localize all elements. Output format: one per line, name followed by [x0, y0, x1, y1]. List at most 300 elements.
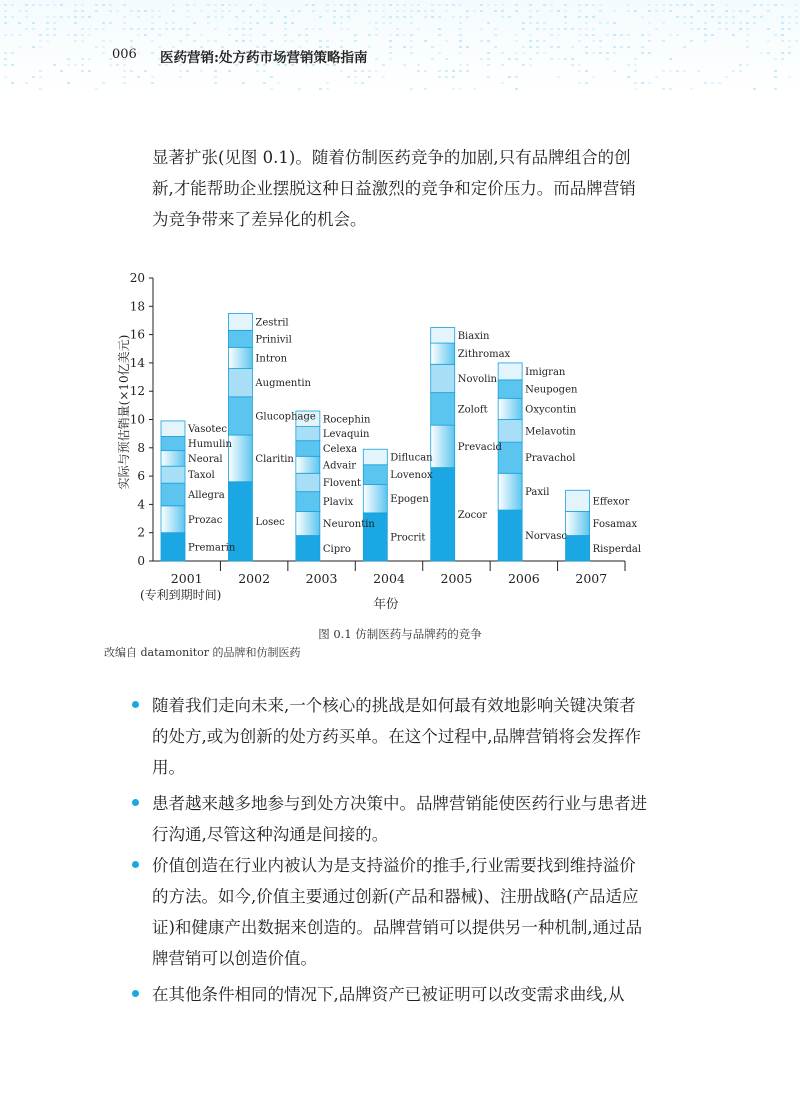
header-pattern-dot	[4, 4, 7, 6]
header-pattern-dot	[158, 10, 161, 12]
segment-label: Prevacid	[457, 441, 502, 453]
header-pattern-dot	[151, 82, 154, 84]
header-pattern-dot	[340, 4, 343, 6]
header-pattern-dot	[704, 34, 707, 36]
header-pattern-dot	[655, 4, 658, 6]
header-pattern-dot	[522, 28, 525, 30]
header-pattern-dot	[767, 40, 770, 42]
header-pattern-dot	[151, 40, 154, 42]
header-pattern-dot	[263, 16, 266, 18]
header-pattern-dot	[67, 58, 70, 60]
bullet-dot-icon	[132, 990, 139, 997]
header-pattern-dot	[375, 58, 378, 60]
header-pattern-dot	[438, 52, 441, 54]
header-pattern-dot	[102, 46, 105, 48]
header-pattern-dot	[529, 16, 532, 18]
y-tick-label: 0	[137, 554, 145, 568]
segment-label: Prozac	[188, 514, 223, 526]
header-pattern-dot	[788, 28, 791, 30]
header-pattern-dot	[95, 28, 98, 30]
header-pattern-dot	[347, 10, 350, 12]
header-pattern-dot	[410, 4, 413, 6]
header-pattern-dot	[550, 58, 553, 60]
header-pattern-dot	[788, 40, 791, 42]
header-pattern-dot	[368, 10, 371, 12]
segment-label: Risperdal	[592, 543, 642, 555]
segment-label: Rocephin	[322, 414, 371, 426]
header-pattern-dot	[81, 16, 84, 18]
header-pattern-dot	[452, 70, 455, 72]
header-pattern-dot	[438, 70, 441, 72]
header-pattern-dot	[186, 10, 189, 12]
header-pattern-dot	[585, 70, 588, 72]
header-pattern-dot	[522, 22, 525, 24]
y-tick-label: 8	[137, 440, 145, 455]
header-pattern-dot	[480, 28, 483, 30]
header-pattern-dot	[718, 22, 721, 24]
header-pattern-dot	[39, 76, 42, 78]
header-pattern-dot	[39, 4, 42, 6]
header-pattern-dot	[116, 10, 119, 12]
header-pattern-dot	[550, 4, 553, 6]
bar-segment	[566, 490, 590, 511]
header-pattern-dot	[305, 4, 308, 6]
header-pattern-dot	[74, 34, 77, 36]
header-pattern-dot	[151, 16, 154, 18]
header-pattern-dot	[585, 28, 588, 30]
header-pattern-dot	[704, 22, 707, 24]
header-pattern-dot	[221, 4, 224, 6]
header-pattern-dot	[123, 64, 126, 66]
header-pattern-dot	[382, 22, 385, 24]
header-pattern-dot	[214, 70, 217, 72]
header-pattern-dot	[431, 58, 434, 60]
header-pattern-dot	[732, 34, 735, 36]
segment-label: Imigran	[525, 366, 566, 378]
header-pattern-dot	[767, 10, 770, 12]
header-pattern-dot	[445, 10, 448, 12]
header-pattern-dot	[410, 40, 413, 42]
segment-label: Losec	[255, 516, 285, 528]
header-pattern-dot	[214, 82, 217, 84]
header-pattern-dot	[753, 22, 756, 24]
header-pattern-dot	[487, 4, 490, 6]
header-pattern-dot	[242, 34, 245, 36]
header-pattern-dot	[662, 10, 665, 12]
header-pattern-dot	[81, 58, 84, 60]
header-pattern-dot	[480, 4, 483, 6]
bar-segment	[431, 364, 455, 392]
header-pattern-dot	[172, 10, 175, 12]
header-pattern-dot	[228, 10, 231, 12]
header-pattern-dot	[564, 22, 567, 24]
y-tick-label: 12	[129, 384, 145, 399]
header-pattern-dot	[725, 10, 728, 12]
header-pattern-dot	[732, 16, 735, 18]
header-pattern-dot	[88, 34, 91, 36]
header-pattern-dot	[389, 34, 392, 36]
header-pattern-dot	[697, 70, 700, 72]
header-pattern-dot	[697, 28, 700, 30]
header-pattern-dot	[137, 76, 140, 78]
header-pattern-dot	[613, 46, 616, 48]
header-pattern-dot	[606, 34, 609, 36]
header-pattern-dot	[585, 52, 588, 54]
header-pattern-dot	[452, 88, 455, 90]
header-pattern-dot	[235, 4, 238, 6]
header-pattern-dot	[151, 28, 154, 30]
header-pattern-dot	[256, 10, 259, 12]
header-pattern-dot	[130, 70, 133, 72]
header-pattern-dot	[144, 28, 147, 30]
header-pattern-dot	[690, 16, 693, 18]
header-pattern-dot	[18, 34, 21, 36]
header-pattern-dot	[438, 16, 441, 18]
header-pattern-dot	[4, 58, 7, 60]
bar-segment	[498, 420, 522, 443]
header-pattern-dot	[270, 76, 273, 78]
header-pattern-dot	[207, 40, 210, 42]
header-pattern-dot	[781, 4, 784, 6]
y-tick-label: 18	[129, 299, 145, 314]
header-pattern-dot	[46, 4, 49, 6]
header-pattern-dot	[312, 10, 315, 12]
header-pattern-dot	[4, 76, 7, 78]
header-pattern-dot	[354, 40, 357, 42]
header-pattern-dot	[753, 88, 756, 90]
header-pattern-dot	[550, 10, 553, 12]
header-pattern-dot	[403, 4, 406, 6]
header-pattern-dot	[501, 64, 504, 66]
header-pattern-dot	[690, 40, 693, 42]
header-pattern-dot	[704, 10, 707, 12]
header-pattern-dot	[18, 46, 21, 48]
header-pattern-dot	[375, 22, 378, 24]
header-pattern-dot	[123, 82, 126, 84]
header-pattern-dot	[81, 64, 84, 66]
header-pattern-dot	[445, 4, 448, 6]
bar-segment	[363, 449, 387, 465]
segment-label: Augmentin	[255, 378, 311, 390]
header-pattern-dot	[221, 16, 224, 18]
header-pattern-dot	[767, 52, 770, 54]
header-pattern-dot	[739, 28, 742, 30]
header-pattern-dot	[382, 16, 385, 18]
header-pattern-dot	[592, 16, 595, 18]
segment-label: Flovent	[322, 477, 362, 489]
header-pattern-dot	[165, 28, 168, 30]
bar-segment	[363, 485, 387, 513]
header-pattern-dot	[228, 4, 231, 6]
header-pattern-dot	[263, 34, 266, 36]
header-pattern-dot	[11, 82, 14, 84]
header-pattern-dot	[627, 4, 630, 6]
segment-label: Pravachol	[525, 453, 576, 465]
header-pattern-dot	[592, 34, 595, 36]
bullet-item	[132, 690, 652, 783]
header-pattern-dot	[32, 28, 35, 30]
header-pattern-dot	[375, 10, 378, 12]
header-pattern-dot	[424, 88, 427, 90]
segment-label: Allegra	[188, 489, 225, 501]
header-pattern-dot	[641, 16, 644, 18]
header-pattern-dot	[487, 52, 490, 54]
header-pattern-dot	[515, 40, 518, 42]
segment-label: Levaquin	[322, 429, 370, 441]
header-pattern-dot	[291, 22, 294, 24]
header-pattern-dot	[795, 22, 798, 24]
header-pattern-dot	[214, 40, 217, 42]
header-pattern-dot	[193, 40, 196, 42]
header-pattern-dot	[39, 34, 42, 36]
header-pattern-dot	[242, 28, 245, 30]
header-pattern-dot	[214, 76, 217, 78]
bar-segment	[228, 313, 252, 330]
bullet-text: 价值创造在行业内被认为是支持溢价的推手,行业需要找到维持溢价的方法。如今,价值主要通过创新(产品和器械)、注册战略(产品适应证)和健康产出数据来创造的。品牌营销可以提供另一种机制,通过品牌营销可以创造价值。	[152, 856, 643, 968]
header-pattern-dot	[410, 16, 413, 18]
header-pattern-dot	[431, 16, 434, 18]
bar-segment	[161, 451, 185, 467]
header-pattern-dot	[32, 22, 35, 24]
header-pattern-dot	[529, 64, 532, 66]
header-pattern-dot	[788, 76, 791, 78]
header-pattern-dot	[207, 16, 210, 18]
header-pattern-dot	[662, 88, 665, 90]
header-pattern-dot	[753, 4, 756, 6]
header-pattern-dot	[508, 58, 511, 60]
header-pattern-dot	[676, 70, 679, 72]
header-pattern-dot	[529, 10, 532, 12]
header-pattern-dot	[452, 16, 455, 18]
header-pattern-dot	[564, 58, 567, 60]
header-pattern-dot	[515, 58, 518, 60]
header-pattern-dot	[788, 52, 791, 54]
header-pattern-dot	[494, 34, 497, 36]
header-pattern-dot	[445, 58, 448, 60]
header-pattern-dot	[67, 16, 70, 18]
header-pattern-dot	[193, 4, 196, 6]
header-pattern-dot	[564, 4, 567, 6]
header-pattern-dot	[592, 76, 595, 78]
header-pattern-dot	[585, 46, 588, 48]
header-pattern-dot	[501, 4, 504, 6]
header-pattern-dot	[578, 28, 581, 30]
header-pattern-dot	[641, 34, 644, 36]
header-pattern-dot	[389, 58, 392, 60]
header-pattern-dot	[648, 52, 651, 54]
bar-segment	[228, 330, 252, 347]
header-pattern-dot	[487, 76, 490, 78]
header-pattern-dot	[123, 70, 126, 72]
header-pattern-dot	[256, 22, 259, 24]
header-pattern-dot	[599, 40, 602, 42]
segment-label: Humulin	[188, 439, 232, 451]
header-pattern-dot	[347, 4, 350, 6]
header-pattern-dot	[459, 52, 462, 54]
header-pattern-dot	[578, 16, 581, 18]
header-pattern-dot	[746, 22, 749, 24]
header-pattern-dot	[249, 16, 252, 18]
header-pattern-dot	[480, 10, 483, 12]
header-pattern-dot	[298, 34, 301, 36]
header-pattern-dot	[795, 40, 798, 42]
chart-xlabel: 年份	[373, 596, 399, 611]
segment-label: Biaxin	[457, 330, 490, 342]
header-pattern-dot	[179, 28, 182, 30]
x-tick-label: 2007	[575, 571, 608, 586]
header-pattern-dot	[466, 10, 469, 12]
header-pattern-dot	[4, 16, 7, 18]
bar-segment	[498, 363, 522, 380]
header-pattern-dot	[368, 76, 371, 78]
header-pattern-dot	[557, 58, 560, 60]
header-pattern-dot	[536, 28, 539, 30]
bar-segment	[296, 456, 320, 473]
header-pattern-dot	[340, 22, 343, 24]
header-pattern-dot	[95, 4, 98, 6]
header-pattern-dot	[270, 16, 273, 18]
header-pattern-dot	[613, 52, 616, 54]
header-pattern-dot	[543, 40, 546, 42]
header-pattern-dot	[102, 28, 105, 30]
running-title: 医药营销:处方药市场营销策略指南	[160, 50, 368, 66]
segment-label: Cipro	[322, 543, 351, 555]
header-pattern-dot	[494, 10, 497, 12]
x-tick-label: 2003	[305, 571, 338, 586]
header-pattern-dot	[60, 4, 63, 6]
header-pattern-dot	[459, 22, 462, 24]
bar-segment	[161, 533, 185, 561]
header-pattern-dot	[298, 10, 301, 12]
header-pattern-dot	[788, 22, 791, 24]
header-pattern-dot	[144, 34, 147, 36]
header-pattern-dot	[550, 34, 553, 36]
header-pattern-dot	[88, 70, 91, 72]
segment-label: Epogen	[390, 494, 429, 506]
bar-segment	[431, 393, 455, 426]
header-pattern-dot	[669, 58, 672, 60]
header-pattern-dot	[620, 34, 623, 36]
header-pattern-dot	[235, 40, 238, 42]
header-pattern-dot	[46, 22, 49, 24]
segment-label: Zestril	[255, 317, 289, 329]
header-pattern-dot	[130, 40, 133, 42]
header-pattern-dot	[102, 52, 105, 54]
header-pattern-dot	[578, 70, 581, 72]
header-pattern-dot	[123, 4, 126, 6]
header-pattern-dot	[284, 16, 287, 18]
header-pattern-dot	[522, 52, 525, 54]
header-pattern-dot	[151, 10, 154, 12]
header-pattern-dot	[725, 16, 728, 18]
header-pattern-dot	[459, 16, 462, 18]
header-pattern-dot	[193, 22, 196, 24]
header-pattern-dot	[375, 28, 378, 30]
header-pattern-dot	[11, 64, 14, 66]
bar-segment	[431, 468, 455, 561]
header-pattern-dot	[326, 82, 329, 84]
header-pattern-dot	[655, 10, 658, 12]
header-pattern-dot	[186, 34, 189, 36]
header-pattern-dot	[592, 52, 595, 54]
header-pattern-dot	[298, 88, 301, 90]
header-pattern-dot	[529, 46, 532, 48]
bar-segment	[498, 510, 522, 561]
header-pattern-dot	[403, 16, 406, 18]
header-pattern-dot	[368, 70, 371, 72]
header-pattern-dot	[354, 4, 357, 6]
header-pattern-dot	[739, 10, 742, 12]
header-pattern-dot	[592, 28, 595, 30]
header-pattern-dot	[585, 34, 588, 36]
header-pattern-dot	[515, 4, 518, 6]
header-pattern-dot	[725, 4, 728, 6]
header-pattern-dot	[74, 40, 77, 42]
header-pattern-dot	[578, 64, 581, 66]
header-pattern-dot	[767, 28, 770, 30]
header-pattern-dot	[123, 76, 126, 78]
bar-segment	[161, 483, 185, 506]
header-pattern-dot	[403, 10, 406, 12]
header-pattern-dot	[137, 52, 140, 54]
segment-label: Premarin	[188, 542, 236, 554]
header-pattern-dot	[746, 28, 749, 30]
header-pattern-dot	[39, 88, 42, 90]
header-pattern-dot	[627, 64, 630, 66]
header-pattern-dot	[634, 58, 637, 60]
segment-label: Intron	[255, 353, 288, 365]
header-pattern-dot	[214, 4, 217, 6]
header-pattern-dot	[431, 10, 434, 12]
header-pattern-dot	[522, 64, 525, 66]
header-pattern-dot	[536, 52, 539, 54]
header-pattern-dot	[515, 52, 518, 54]
intro-paragraph	[152, 142, 650, 235]
header-pattern-dot	[389, 4, 392, 6]
header-pattern-dot	[557, 34, 560, 36]
header-pattern-dot	[683, 46, 686, 48]
chart-x-subtitle: (专利到期时间)	[140, 588, 222, 602]
header-pattern-dot	[53, 4, 56, 6]
header-pattern-dot	[536, 46, 539, 48]
header-pattern-dot	[368, 22, 371, 24]
y-tick-label: 16	[129, 327, 145, 342]
header-pattern-dot	[501, 16, 504, 18]
header-pattern-dot	[410, 88, 413, 90]
header-pattern-dot	[305, 34, 308, 36]
header-pattern-dot	[445, 40, 448, 42]
header-pattern-dot	[130, 28, 133, 30]
header-pattern-dot	[788, 46, 791, 48]
header-pattern-dot	[102, 40, 105, 42]
header-pattern-dot	[795, 10, 798, 12]
header-pattern-dot	[179, 70, 182, 72]
header-pattern-dot	[711, 34, 714, 36]
header-pattern-dot	[627, 10, 630, 12]
header-pattern-dot	[389, 22, 392, 24]
header-pattern-dot	[340, 70, 343, 72]
header-pattern-dot	[487, 64, 490, 66]
header-pattern-dot	[634, 70, 637, 72]
header-pattern-dot	[578, 82, 581, 84]
bar-segment	[296, 536, 320, 561]
bar-segment	[161, 506, 185, 533]
header-pattern-dot	[634, 82, 637, 84]
segment-label: Effexor	[592, 496, 630, 508]
header-pattern-dot	[564, 28, 567, 30]
bar-segment	[363, 465, 387, 485]
header-pattern-dot	[165, 22, 168, 24]
